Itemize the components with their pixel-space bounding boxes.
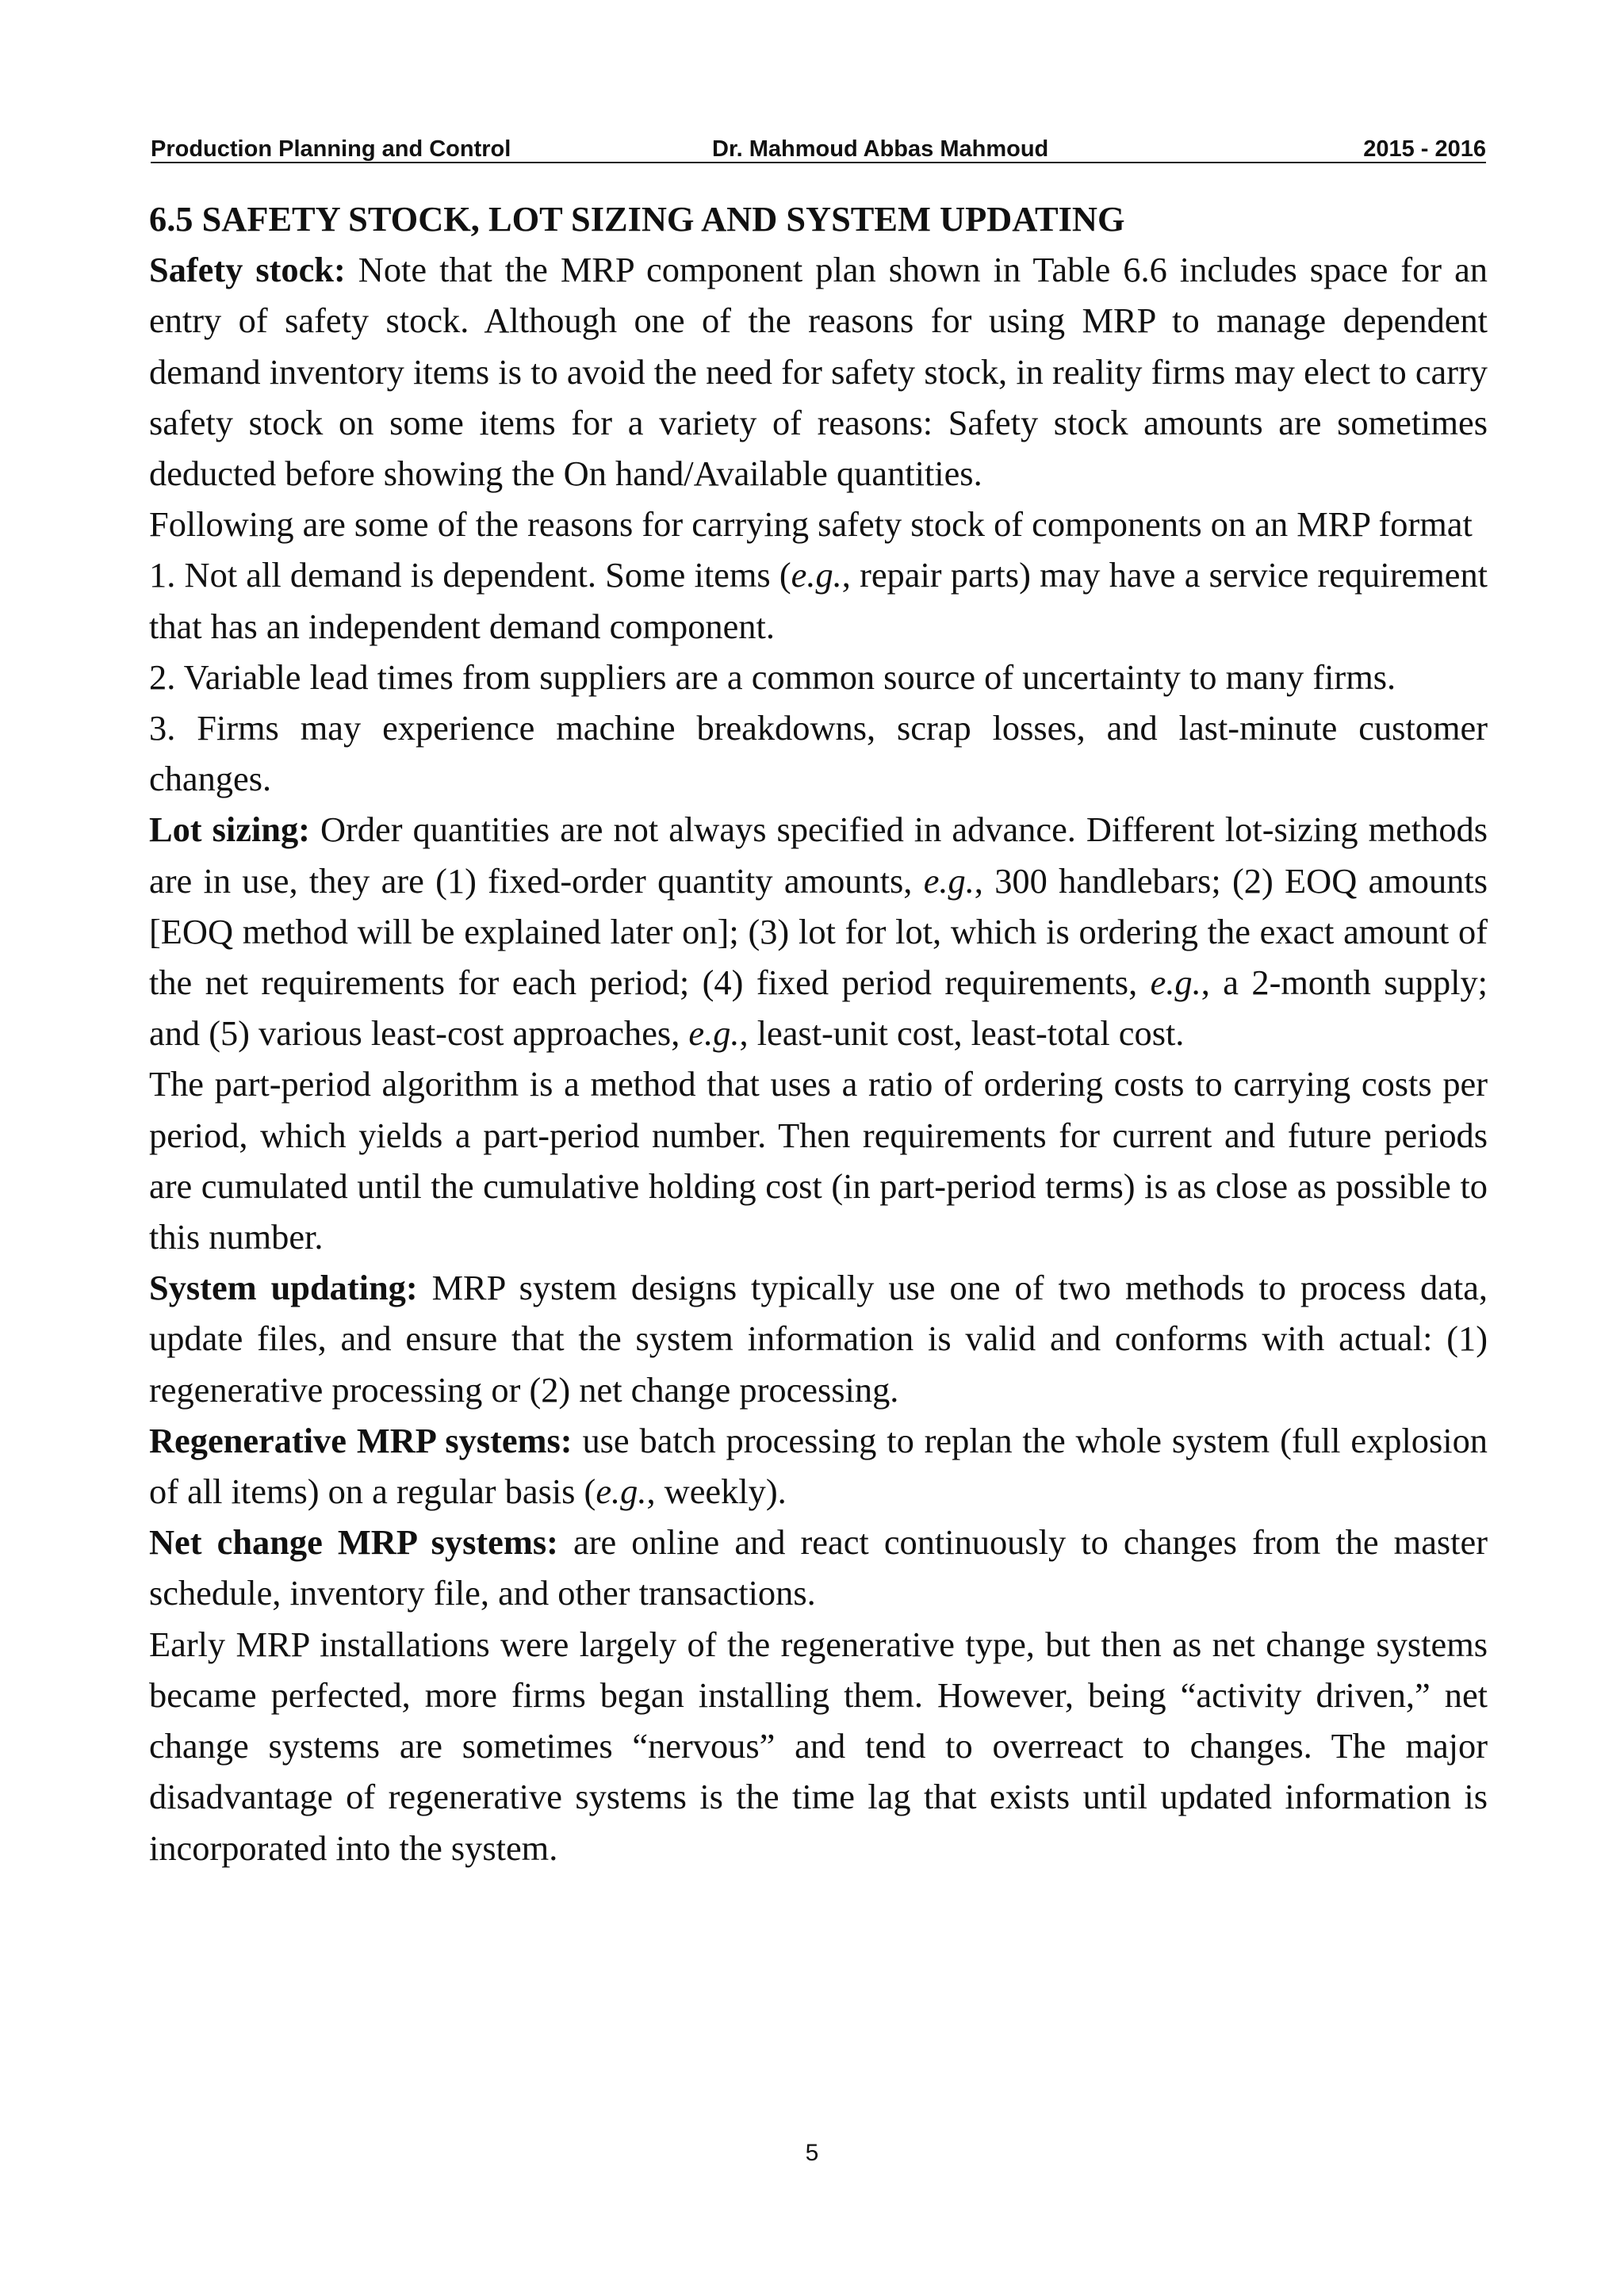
net-change-label: Net change MRP systems: <box>149 1522 558 1563</box>
page-body <box>149 193 1488 1873</box>
regenerative-text: use batch processing to replan the whole system (full explosion of all items) on a regular basis ( <box>149 1420 1488 1512</box>
page-number: 5 <box>805 2140 819 2166</box>
system-updating-paragraph <box>149 1262 1488 1415</box>
reason-1-eg: e.g. <box>791 555 842 595</box>
lot-sizing-paragraph <box>149 804 1488 1058</box>
reason-1-before: 1. Not all demand is dependent. Some items ( <box>149 555 791 595</box>
lot-sizing-text-3: , a 2-month supply; and (5) various least-cost approaches, <box>149 962 1488 1054</box>
part-period-paragraph: The part-period algorithm is a method that uses a ratio of ordering costs to carrying costs per period, which yields a part-period number. Then requirements for current and future periods are cumulated until the cumulative holding cost (in part-period terms) is as close as possible to this number. <box>149 1064 1488 1257</box>
regenerative-paragraph <box>149 1415 1488 1517</box>
reasons-intro-paragraph: Following are some of the reasons for carrying safety stock of components on an MRP format <box>149 504 1473 545</box>
net-change-paragraph <box>149 1517 1488 1618</box>
lot-sizing-label: Lot sizing: <box>149 809 310 850</box>
lot-sizing-eg-3: e.g. <box>688 1013 740 1054</box>
safety-stock-text: Note that the MRP component plan shown in Table 6.6 includes space for an entry of safety stock. Although one of the reasons for using MRP to manage dependent demand inventory items is to avoid the need for safety stock, in reality firms may elect to carry safety stock on some items for a variety of reasons: Safety stock amounts are sometimes deducted before showing the On hand/Available quantities. <box>149 250 1488 494</box>
early-mrp-paragraph: Early MRP installations were largely of the regenerative type, but then as net change systems became perfected, more firms began installing them. However, being “activity driven,” net change systems are sometimes “nervous” and tend to overreact to changes. The major disadvantage of regenerative systems is the time lag that exists until updated information is incorporated into the system. <box>149 1624 1488 1868</box>
net-change-text: are online and react continuously to changes from the master schedule, inventory file, and other transactions. <box>149 1522 1488 1613</box>
reason-1-paragraph <box>149 549 1488 651</box>
section-title: 6.5 SAFETY STOCK, LOT SIZING AND SYSTEM UPDATING <box>149 199 1125 239</box>
regenerative-label: Regenerative MRP systems: <box>149 1420 573 1460</box>
header-course: Production Planning and Control <box>151 136 511 162</box>
reason-2-paragraph: 2. Variable lead times from suppliers are a common source of uncertainty to many firms. <box>149 656 1396 697</box>
header-underline <box>151 162 1486 163</box>
lot-sizing-text-2: , 300 handlebars; (2) EOQ amounts [EOQ method will be explained later on]; (3) lot for lot, which is ordering the exact amount of the net requirements for each period; (4) fixed period requirements, <box>149 860 1488 1003</box>
lot-sizing-eg-2: e.g. <box>1150 962 1201 1003</box>
regenerative-eg: e.g. <box>596 1471 647 1512</box>
safety-stock-paragraph <box>149 244 1488 499</box>
reason-1-after: , repair parts) may have a service requirement that has an independent demand component. <box>149 555 1488 646</box>
safety-stock-label: Safety stock: <box>149 250 346 290</box>
lot-sizing-text-4: , least-unit cost, least-total cost. <box>739 1013 1185 1054</box>
lot-sizing-text-1: Order quantities are not always specified in advance. Different lot-sizing methods are in use, they are (1) fixed-order quantity amounts, <box>149 809 1488 901</box>
page-header <box>151 133 1486 165</box>
reason-3-paragraph: 3. Firms may experience machine breakdowns, scrap losses, and last-minute customer changes. <box>149 708 1488 799</box>
lot-sizing-eg-1: e.g. <box>923 860 975 901</box>
regenerative-after: , weekly). <box>646 1471 787 1512</box>
system-updating-label: System updating: <box>149 1268 418 1308</box>
system-updating-text: MRP system designs typically use one of two methods to process data, update files, and ensure that the system information is valid and conforms with actual: (1) regenerative processing or (2) net change processing. <box>149 1268 1488 1410</box>
header-year: 2015 - 2016 <box>1363 136 1486 162</box>
header-author: Dr. Mahmoud Abbas Mahmoud <box>712 136 1049 162</box>
